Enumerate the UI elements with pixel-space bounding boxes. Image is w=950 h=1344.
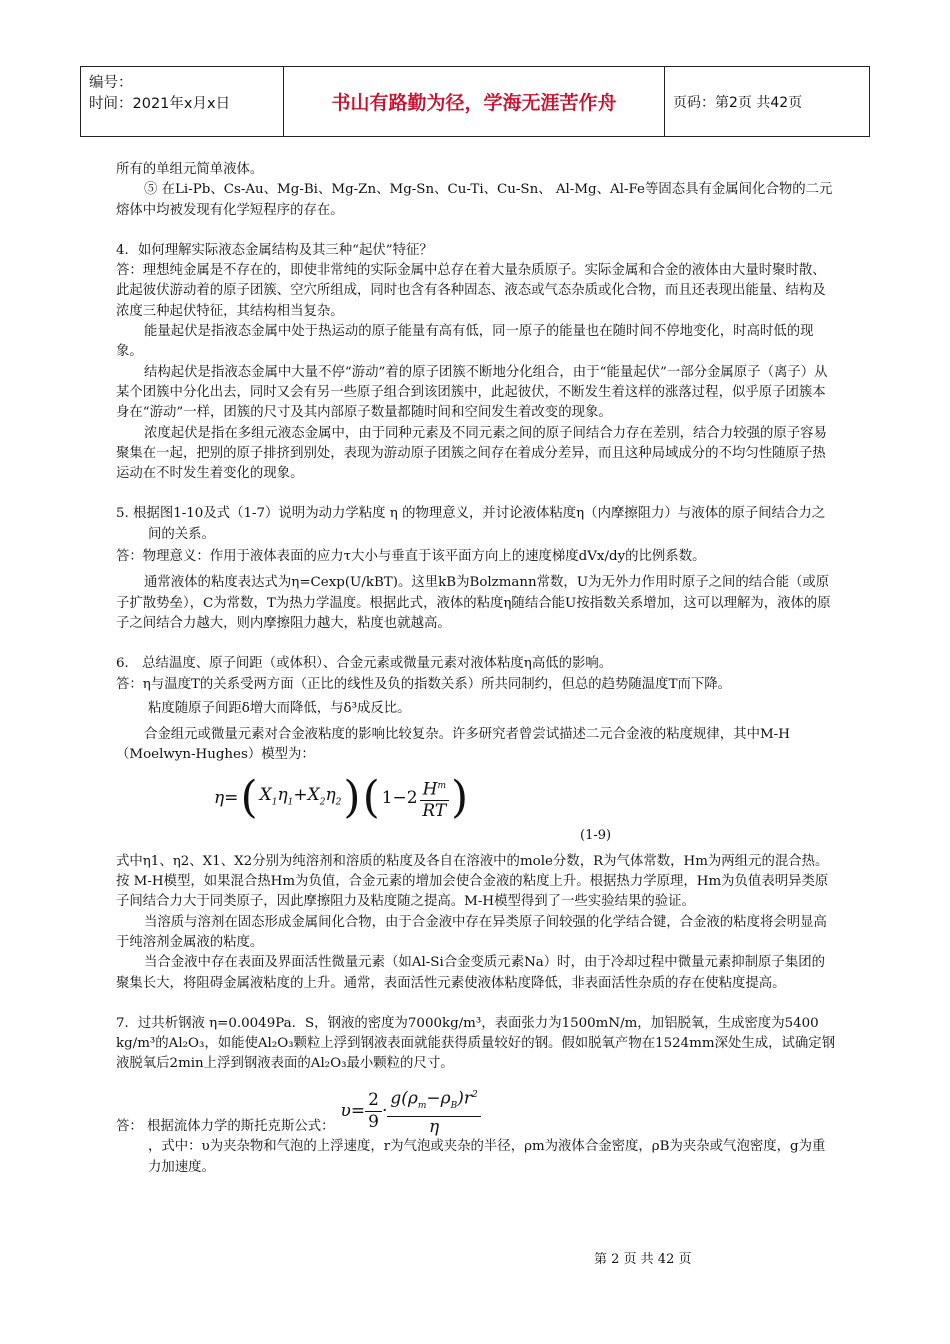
paragraph: 结构起伏是指液态金属中大量不停“游动”着的原子团簇不断地分化组合，由于“能量起伏”一部分金属原子（离子）从某个团簇中分化出去，同时又会有另一些原子组合到该团簇中，此起彼伏，不断发生着这样的涨落过程，似乎原子团簇本身在“游动”一样，团簇的尺寸及其内部原子数量都随时间和空间发生着改变的现象。	[116, 364, 828, 421]
question-6: 6． 总结温度、原子间距（或体积）、合金元素或微量元素对液体粘度η高低的影响。	[116, 656, 613, 672]
paragraph: 合金组元或微量元素对合金液粘度的影响比较复杂。许多研究者曾尝试描述二元合金液的粘度规律，其中M-H（Moelwyn-Hughes）模型为：	[116, 727, 790, 763]
paragraph: 能量起伏是指液态金属中处于热运动的原子能量有高有低，同一原子的能量也在随时间不停地变化，时高时低的现象。	[116, 324, 814, 360]
header-page-label: 页码：第2页 共42页	[673, 94, 803, 111]
header-meta	[81, 67, 284, 136]
question-7: 7．过共析钢液 η=0.0049Pa．S，钢液的密度为7000kg/m³，表面张力为1500mN/m，加铝脱氧，生成密度为5400 kg/m³的Al₂O₃，如能使Al₂O₃颗粒上浮到钢液表面就能获得质量较好的钢。假如脱氧产物在1524mm深处生成，试确定钢液脱氧后2min上浮到钢液表面的Al₂O₃最小颗粒的尺寸。	[116, 1015, 836, 1072]
equation-number: (1-9)	[580, 827, 612, 843]
stokes-equation: υ= $\frac{2}{9}$ · $\frac{g(\rho_m-\rho_B)r^2}{\eta}$	[341, 1085, 481, 1138]
answer-6: 答：η与温度T的关系受两方面（正比的线性及负的指数关系）所共同制约，但总的趋势随温度T而下降。	[116, 676, 732, 692]
answer-7-intro: 答： 根据流体力学的斯托克斯公式：	[116, 1119, 335, 1135]
paragraph: 所有的单组元简单液体。	[116, 162, 264, 177]
paragraph: 式中η1、η2、X1、X2分别为纯溶剂和溶质的粘度及各自在溶液中的mole分数，R为气体常数，Hm为两组元的混合热。按 M-H模型，如果混合热Hm为负值，合金元素的增加会使合金液的粘度上升。根据热力学原理，Hm为负值表明异类原子间结合力大于同类原子，因此摩擦阻力及粘度随之提高。M-H模型得到了一些实验结果的验证。	[116, 853, 829, 910]
paragraph: 当合金液中存在表面及界面活性微量元素（如Al-Si合金变质元素Na）时，由于冷却过程中微量元素抑制原子集团的聚集长大，将阻碍金属液粘度的上升。通常，表面活性元素使液体粘度降低，非表面活性杂质的存在使粘度提高。	[116, 955, 825, 991]
answer-7-description: ，式中：υ为夹杂物和气泡的上浮速度，r为气泡或夹杂的半径，ρm为液体合金密度，ρB为夹杂或气泡密度，g为重力加速度。	[148, 1139, 826, 1175]
paragraph: 通常液体的粘度表达式为η=Cexp(U/kBT)。这里kB为Bolzmann常数，U为无外力作用时原子之间的结合能（或原子扩散势垒），C为常数，T为热力学温度。根据此式，液体的粘度η随结合能U按指数关系增加，这可以理解为，液体的原子之间结合力越大，则内摩擦阻力越大，粘度也就越高。	[116, 575, 831, 631]
answer-5: 答：物理意义：作用于液体表面的应力τ大小与垂直于该平面方向上的速度梯度dVx/dy的比例系数。	[116, 549, 706, 565]
answer-4: 答：理想纯金属是不存在的，即使非常纯的实际金属中总存在着大量杂质原子。实际金属和合金的液体由大量时聚时散、此起彼伏游动着的原子团簇、空穴所组成，同时也含有各种固态、液态或气态杂质或化合物，而且还表现出能量、结构及浓度三种起伏特征，其结构相当复杂。	[116, 263, 826, 319]
header-motto: 书山有路勤为径，学海无涯苦作舟	[284, 67, 665, 136]
paragraph: 粘度随原子间距δ增大而降低，与δ³成反比。	[148, 700, 411, 716]
document-body	[116, 160, 838, 1178]
time-label: 时间：2021年x月x日	[89, 96, 231, 112]
stokes-line	[116, 1085, 838, 1138]
paragraph: ⑤ 在Li-Pb、Cs-Au、Mg-Bi、Mg-Zn、Mg-Sn、Cu-Ti、Cu-Sn、 Al-Mg、Al-Fe等固态具有金属间化合物的二元熔体中均被发现有化学短程序的存在。	[116, 182, 833, 218]
equation-1-9: η= ( $X_1\eta_1+X_2\eta_2$ ) ( 1−2 $\frac{H^m}{RT}$ )	[214, 772, 469, 824]
question-5: 5. 根据图1-10及式（1-7）说明为动力学粘度 η 的物理意义，并讨论液体粘度η（内摩擦阻力）与液体的原子间结合力之间的关系。	[116, 506, 826, 542]
question-4: 4．如何理解实际液态金属结构及其三种“起伏”特征？	[116, 242, 433, 258]
page-header	[80, 66, 870, 137]
number-label: 编号：	[89, 75, 133, 91]
paragraph: 当溶质与溶剂在固态形成金属间化合物，由于合金液中存在异类原子间较强的化学结合键，合金液的粘度将会明显高于纯溶剂金属液的粘度。	[116, 914, 827, 950]
page-footer: 第 2 页 共 42 页	[594, 1252, 692, 1267]
mh-model-equation	[116, 766, 838, 852]
paragraph: 浓度起伏是指在多组元液态金属中，由于同种元素及不同元素之间的原子间结合力存在差别，结合力较强的原子容易聚集在一起，把别的原子排挤到别处，表现为游动原子团簇之间存在着成分差异，而且这种局域成分的不均匀性随原子热运动在不时发生着变化的现象。	[116, 425, 827, 482]
